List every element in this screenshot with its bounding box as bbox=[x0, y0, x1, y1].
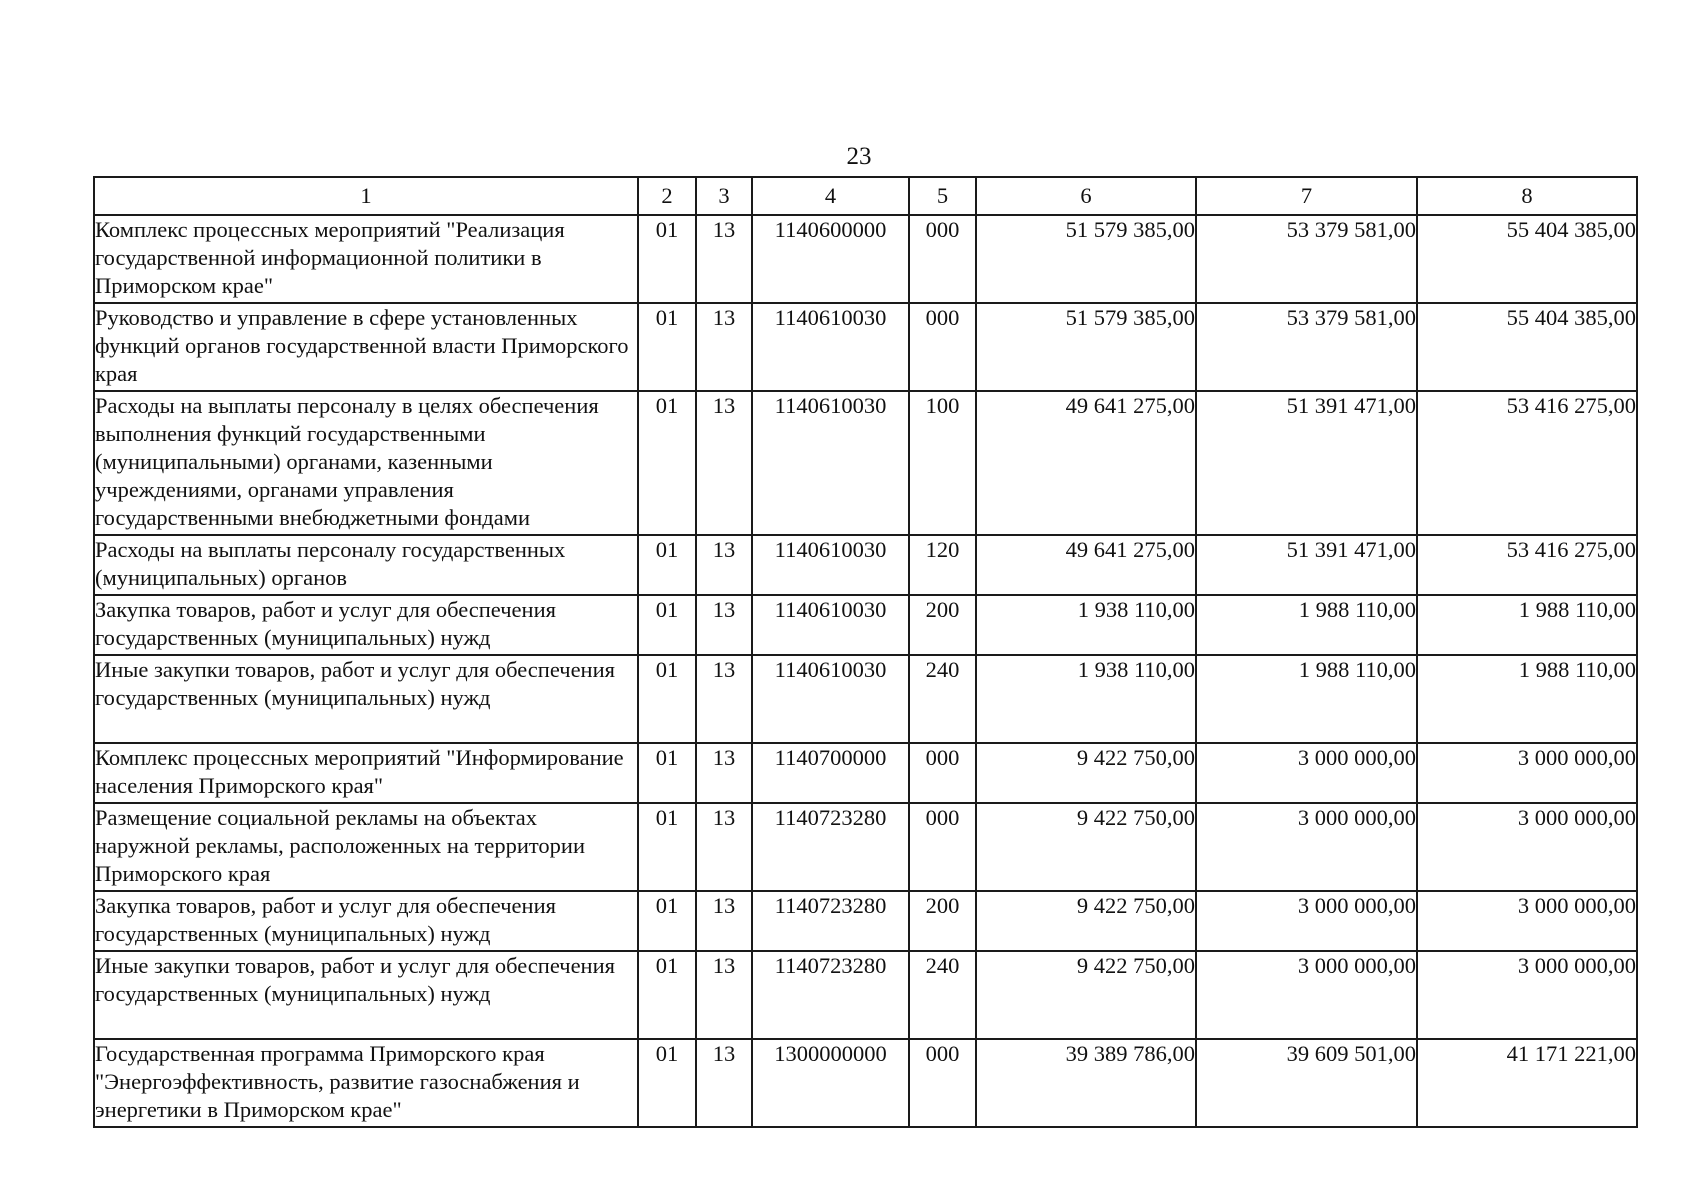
row-target-item: 1140610030 bbox=[752, 595, 909, 655]
row-expense-type: 120 bbox=[909, 535, 976, 595]
row-section: 01 bbox=[638, 391, 696, 535]
row-target-item: 1140700000 bbox=[752, 743, 909, 803]
row-amount-col7: 3 000 000,00 bbox=[1196, 803, 1417, 891]
row-amount-col7: 3 000 000,00 bbox=[1196, 891, 1417, 951]
row-expense-type: 000 bbox=[909, 743, 976, 803]
row-amount-col6: 49 641 275,00 bbox=[976, 535, 1196, 595]
row-target-item: 1140610030 bbox=[752, 535, 909, 595]
row-amount-col8: 3 000 000,00 bbox=[1417, 891, 1637, 951]
row-amount-col7: 3 000 000,00 bbox=[1196, 743, 1417, 803]
table-row bbox=[94, 743, 1637, 803]
header-row bbox=[94, 177, 1637, 215]
row-amount-col6: 49 641 275,00 bbox=[976, 391, 1196, 535]
row-amount-col6: 1 938 110,00 bbox=[976, 595, 1196, 655]
row-amount-col8: 3 000 000,00 bbox=[1417, 803, 1637, 891]
row-expense-type: 000 bbox=[909, 215, 976, 303]
row-target-item: 1140723280 bbox=[752, 803, 909, 891]
row-amount-col7: 51 391 471,00 bbox=[1196, 391, 1417, 535]
row-section: 01 bbox=[638, 803, 696, 891]
row-subsection: 13 bbox=[696, 535, 752, 595]
row-amount-col6: 9 422 750,00 bbox=[976, 891, 1196, 951]
table-row bbox=[94, 595, 1637, 655]
row-target-item: 1140610030 bbox=[752, 391, 909, 535]
row-name: Государственная программа Приморского края "Энергоэффективность, развитие газоснабжения и энергетики в Приморском крае" bbox=[94, 1039, 638, 1127]
row-expense-type: 000 bbox=[909, 303, 976, 391]
row-subsection: 13 bbox=[696, 595, 752, 655]
row-subsection: 13 bbox=[696, 655, 752, 743]
row-amount-col6: 9 422 750,00 bbox=[976, 743, 1196, 803]
row-amount-col6: 51 579 385,00 bbox=[976, 215, 1196, 303]
row-amount-col7: 51 391 471,00 bbox=[1196, 535, 1417, 595]
row-amount-col6: 39 389 786,00 bbox=[976, 1039, 1196, 1127]
row-subsection: 13 bbox=[696, 391, 752, 535]
header-cell-6: 6 bbox=[976, 177, 1196, 215]
row-subsection: 13 bbox=[696, 891, 752, 951]
row-section: 01 bbox=[638, 303, 696, 391]
row-name: Закупка товаров, работ и услуг для обеспечения государственных (муниципальных) нужд bbox=[94, 891, 638, 951]
row-amount-col8: 1 988 110,00 bbox=[1417, 595, 1637, 655]
row-amount-col7: 1 988 110,00 bbox=[1196, 595, 1417, 655]
row-amount-col8: 3 000 000,00 bbox=[1417, 743, 1637, 803]
table-row bbox=[94, 655, 1637, 743]
table-row bbox=[94, 535, 1637, 595]
table-row bbox=[94, 891, 1637, 951]
table-row bbox=[94, 215, 1637, 303]
row-subsection: 13 bbox=[696, 303, 752, 391]
row-amount-col8: 53 416 275,00 bbox=[1417, 391, 1637, 535]
row-expense-type: 100 bbox=[909, 391, 976, 535]
row-amount-col7: 53 379 581,00 bbox=[1196, 215, 1417, 303]
row-amount-col6: 9 422 750,00 bbox=[976, 803, 1196, 891]
row-section: 01 bbox=[638, 743, 696, 803]
row-name: Комплекс процессных мероприятий "Информирование населения Приморского края" bbox=[94, 743, 638, 803]
row-amount-col6: 51 579 385,00 bbox=[976, 303, 1196, 391]
row-section: 01 bbox=[638, 655, 696, 743]
row-expense-type: 240 bbox=[909, 655, 976, 743]
row-amount-col7: 53 379 581,00 bbox=[1196, 303, 1417, 391]
row-name: Расходы на выплаты персоналу государственных (муниципальных) органов bbox=[94, 535, 638, 595]
row-amount-col8: 41 171 221,00 bbox=[1417, 1039, 1637, 1127]
row-section: 01 bbox=[638, 951, 696, 1039]
row-amount-col8: 3 000 000,00 bbox=[1417, 951, 1637, 1039]
row-target-item: 1140610030 bbox=[752, 303, 909, 391]
header-cell-1: 1 bbox=[94, 177, 638, 215]
row-name: Иные закупки товаров, работ и услуг для обеспечения государственных (муниципальных) нужд bbox=[94, 951, 638, 1039]
row-subsection: 13 bbox=[696, 215, 752, 303]
row-expense-type: 200 bbox=[909, 891, 976, 951]
row-section: 01 bbox=[638, 215, 696, 303]
table-row bbox=[94, 803, 1637, 891]
header-cell-3: 3 bbox=[696, 177, 752, 215]
row-amount-col6: 9 422 750,00 bbox=[976, 951, 1196, 1039]
row-section: 01 bbox=[638, 1039, 696, 1127]
row-target-item: 1140723280 bbox=[752, 891, 909, 951]
header-cell-5: 5 bbox=[909, 177, 976, 215]
row-amount-col7: 39 609 501,00 bbox=[1196, 1039, 1417, 1127]
row-subsection: 13 bbox=[696, 803, 752, 891]
row-amount-col8: 55 404 385,00 bbox=[1417, 215, 1637, 303]
row-expense-type: 000 bbox=[909, 1039, 976, 1127]
row-name: Расходы на выплаты персоналу в целях обеспечения выполнения функций государственными (муниципальными) органами, казенными учреждениями, органами управления государственными внебюджетными фондами bbox=[94, 391, 638, 535]
row-expense-type: 000 bbox=[909, 803, 976, 891]
row-amount-col8: 1 988 110,00 bbox=[1417, 655, 1637, 743]
row-expense-type: 240 bbox=[909, 951, 976, 1039]
row-name: Руководство и управление в сфере установленных функций органов государственной власти Приморского края bbox=[94, 303, 638, 391]
row-target-item: 1140610030 bbox=[752, 655, 909, 743]
header-cell-2: 2 bbox=[638, 177, 696, 215]
row-amount-col7: 3 000 000,00 bbox=[1196, 951, 1417, 1039]
header-cell-8: 8 bbox=[1417, 177, 1637, 215]
budget-table bbox=[93, 176, 1638, 1128]
row-subsection: 13 bbox=[696, 1039, 752, 1127]
row-subsection: 13 bbox=[696, 951, 752, 1039]
header-cell-4: 4 bbox=[752, 177, 909, 215]
row-amount-col8: 55 404 385,00 bbox=[1417, 303, 1637, 391]
page-number: 23 bbox=[846, 143, 872, 170]
table-row bbox=[94, 391, 1637, 535]
row-amount-col8: 53 416 275,00 bbox=[1417, 535, 1637, 595]
row-name: Иные закупки товаров, работ и услуг для обеспечения государственных (муниципальных) нужд bbox=[94, 655, 638, 743]
row-target-item: 1140600000 bbox=[752, 215, 909, 303]
table-row bbox=[94, 951, 1637, 1039]
row-section: 01 bbox=[638, 595, 696, 655]
row-target-item: 1140723280 bbox=[752, 951, 909, 1039]
row-name: Комплекс процессных мероприятий "Реализация государственной информационной политики в Приморском крае" bbox=[94, 215, 638, 303]
row-target-item: 1300000000 bbox=[752, 1039, 909, 1127]
row-amount-col6: 1 938 110,00 bbox=[976, 655, 1196, 743]
row-name: Размещение социальной рекламы на объектах наружной рекламы, расположенных на территории Приморского края bbox=[94, 803, 638, 891]
row-subsection: 13 bbox=[696, 743, 752, 803]
row-name: Закупка товаров, работ и услуг для обеспечения государственных (муниципальных) нужд bbox=[94, 595, 638, 655]
row-section: 01 bbox=[638, 535, 696, 595]
row-expense-type: 200 bbox=[909, 595, 976, 655]
row-section: 01 bbox=[638, 891, 696, 951]
table-row bbox=[94, 1039, 1637, 1127]
table-row bbox=[94, 303, 1637, 391]
header-cell-7: 7 bbox=[1196, 177, 1417, 215]
row-amount-col7: 1 988 110,00 bbox=[1196, 655, 1417, 743]
